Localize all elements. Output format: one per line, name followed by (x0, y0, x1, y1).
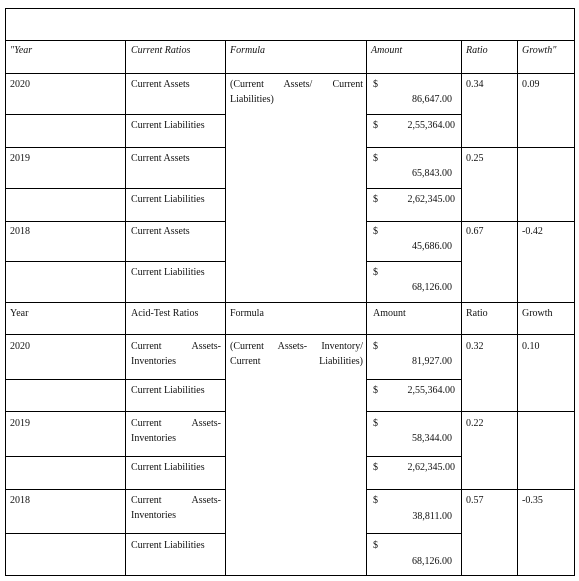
header-ratio: Ratio (466, 45, 488, 56)
header-year: Year (10, 308, 29, 319)
row-label: Current Liabilities (131, 194, 205, 205)
ratio-cell: 0.34 (466, 79, 484, 90)
currency-symbol: $ (373, 226, 378, 237)
rule (366, 261, 461, 262)
rule-section-divider (5, 302, 575, 303)
header-ratio-name: Current Ratios (131, 45, 191, 56)
rule-right (574, 8, 575, 576)
header-ratio: Ratio (466, 308, 488, 319)
rule-col (517, 40, 518, 576)
header-formula: Formula (230, 45, 265, 56)
year-cell: 2019 (10, 153, 30, 164)
rule (5, 533, 225, 534)
row-label: Current Liabilities (131, 540, 205, 551)
currency-symbol: $ (373, 341, 378, 352)
amount-value: 58,344.00 (412, 433, 452, 444)
amount-value: 2,55,364.00 (407, 120, 455, 131)
row-label: Current Liabilities (131, 120, 205, 131)
rule-left (5, 8, 6, 576)
rule-col (225, 40, 226, 576)
rule-top (5, 8, 575, 9)
rule (5, 489, 225, 490)
amount-value: 68,126.00 (412, 282, 452, 293)
currency-symbol: $ (373, 79, 378, 90)
year-cell: 2020 (10, 341, 30, 352)
amount-value: 81,927.00 (412, 356, 452, 367)
rule (5, 114, 225, 115)
rule-s2-header-bottom (5, 334, 575, 335)
rule (5, 456, 225, 457)
amount-value: 2,62,345.00 (407, 462, 455, 473)
header-amount: Amount (373, 308, 406, 319)
row-label: Current Liabilities (131, 385, 205, 396)
ratio-cell: 0.22 (466, 418, 484, 429)
ratio-cell: 0.32 (466, 341, 484, 352)
growth-cell: 0.10 (522, 341, 540, 352)
year-cell: 2018 (10, 495, 30, 506)
amount-value: 38,811.00 (412, 511, 452, 522)
rule (366, 379, 461, 380)
formula-text: (Current Assets/ Current Liabilities) (230, 79, 363, 105)
header-growth: Growth (522, 308, 553, 319)
growth-cell: -0.35 (522, 495, 543, 506)
formula-text: (Current Assets- Inventory/ Current Liabilities) (230, 341, 363, 367)
ratio-cell: 0.57 (466, 495, 484, 506)
amount-value: 86,647.00 (412, 94, 452, 105)
amount-value: 45,686.00 (412, 241, 452, 252)
header-year: "Year (10, 45, 33, 56)
currency-symbol: $ (373, 153, 378, 164)
rule (5, 411, 225, 412)
year-cell: 2019 (10, 418, 30, 429)
row-label: Current Assets- Inventories (131, 418, 221, 444)
rule-col (125, 40, 126, 576)
currency-symbol: $ (373, 462, 378, 473)
row-label: Current Assets- Inventories (131, 341, 221, 367)
year-cell: 2018 (10, 226, 30, 237)
currency-symbol: $ (373, 385, 378, 396)
rule (366, 114, 461, 115)
rule (5, 379, 225, 380)
amount-value: 65,843.00 (412, 168, 452, 179)
header-growth: Growth" (522, 45, 557, 56)
currency-symbol: $ (373, 495, 378, 506)
row-label: Current Liabilities (131, 267, 205, 278)
rule-s1-header-bottom (5, 73, 575, 74)
currency-symbol: $ (373, 120, 378, 131)
growth-cell: -0.42 (522, 226, 543, 237)
row-label: Current Assets (131, 153, 190, 164)
rule (5, 188, 225, 189)
ratio-table (5, 8, 575, 576)
header-formula: Formula (230, 308, 264, 319)
header-ratio-name: Acid-Test Ratios (131, 308, 199, 319)
ratio-cell: 0.67 (466, 226, 484, 237)
rule (5, 221, 225, 222)
row-label: Current Assets- Inventories (131, 495, 221, 521)
rule (366, 188, 461, 189)
currency-symbol: $ (373, 540, 378, 551)
rule-col (461, 40, 462, 576)
rule (366, 489, 575, 490)
currency-symbol: $ (373, 418, 378, 429)
rule-title-bottom (5, 40, 575, 41)
rule (366, 533, 461, 534)
rule (5, 261, 225, 262)
currency-symbol: $ (373, 267, 378, 278)
rule (366, 221, 575, 222)
amount-value: 2,62,345.00 (407, 194, 455, 205)
rule-col (366, 40, 367, 576)
rule (5, 147, 225, 148)
rule (366, 147, 575, 148)
header-amount: Amount (371, 45, 403, 56)
currency-symbol: $ (373, 194, 378, 205)
amount-value: 68,126.00 (412, 556, 452, 567)
ratio-cell: 0.25 (466, 153, 484, 164)
row-label: Current Assets (131, 226, 190, 237)
row-label: Current Liabilities (131, 462, 205, 473)
row-label: Current Assets (131, 79, 190, 90)
amount-value: 2,55,364.00 (407, 385, 455, 396)
rule (366, 456, 461, 457)
rule (366, 411, 575, 412)
growth-cell: 0.09 (522, 79, 540, 90)
year-cell: 2020 (10, 79, 30, 90)
rule-bottom (5, 575, 575, 576)
